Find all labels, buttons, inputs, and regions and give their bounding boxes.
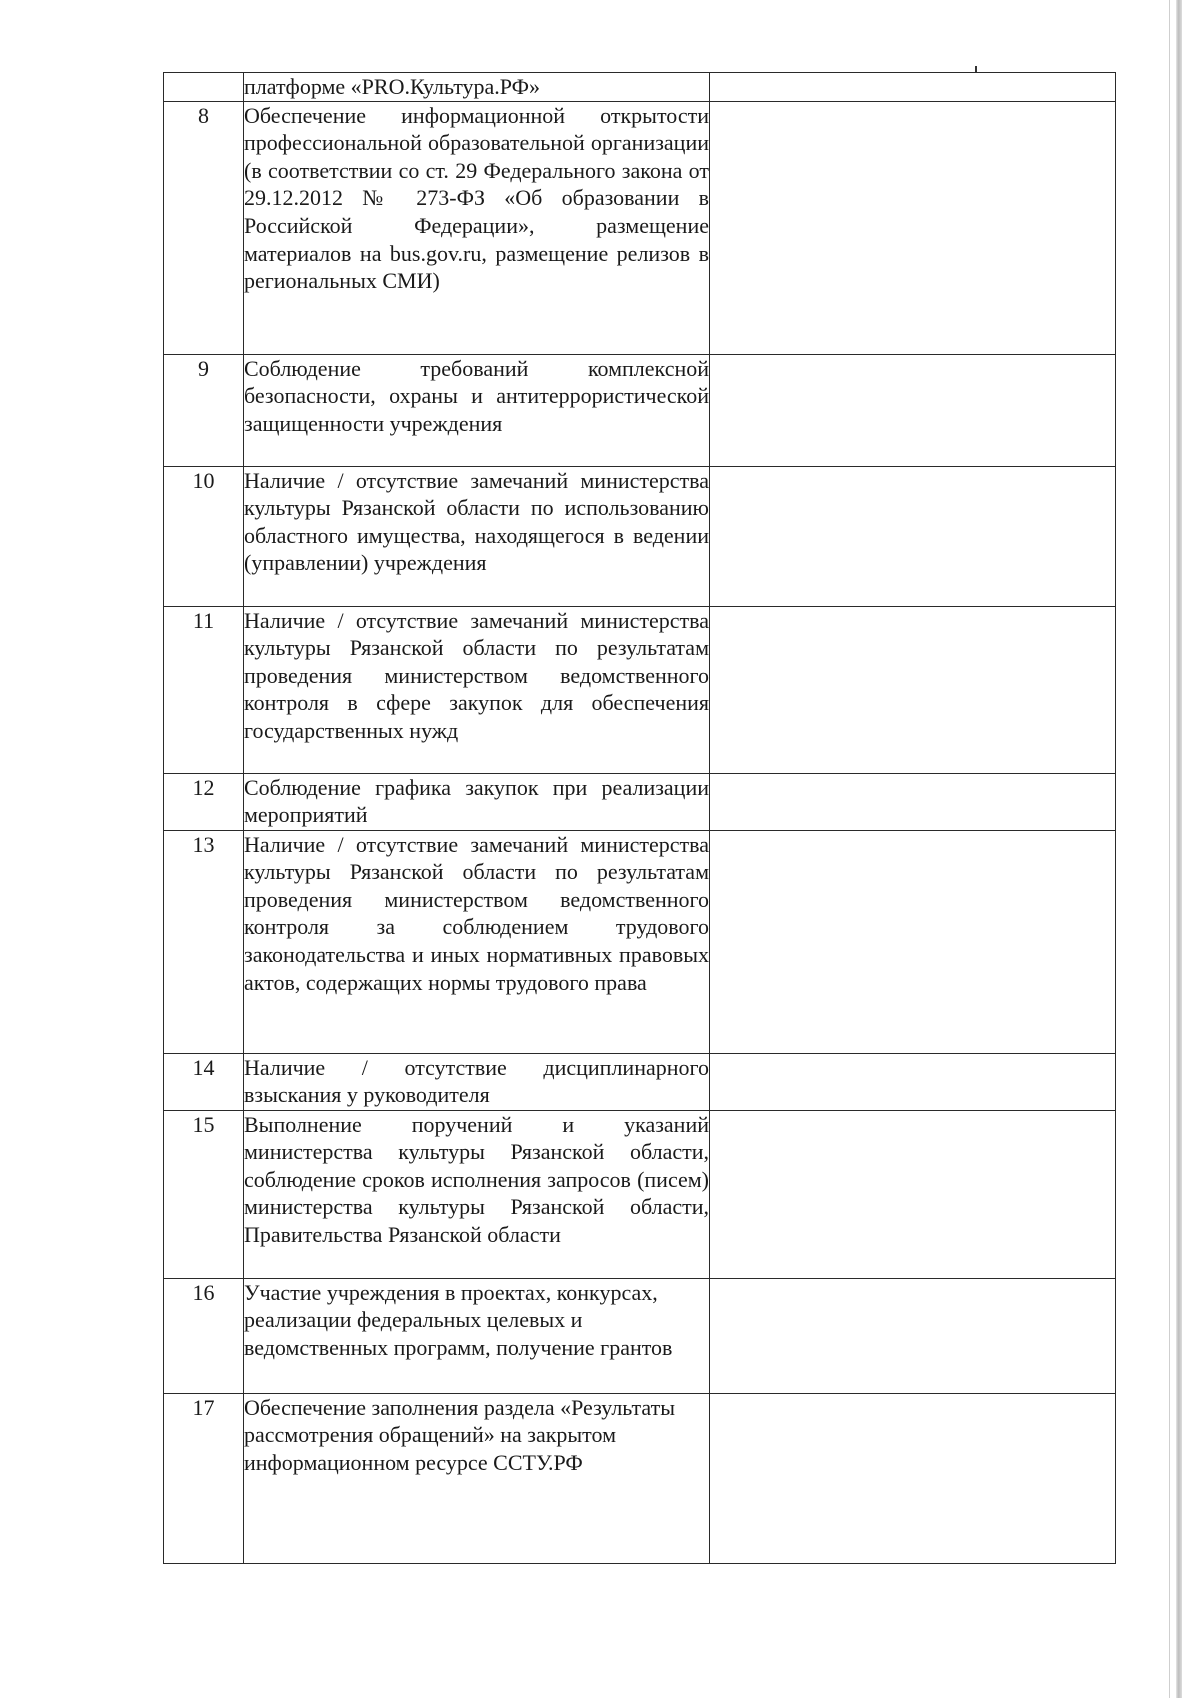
table-row: [164, 830, 1116, 1053]
result-cell: [710, 101, 1116, 354]
table-row: [164, 101, 1116, 354]
table-row: [164, 1393, 1116, 1563]
table-row: [164, 466, 1116, 606]
criterion-text: Соблюдение графика закупок при реализации мероприятий: [244, 773, 710, 830]
row-number: [164, 73, 244, 102]
criterion-text: Наличие / отсутствие дисциплинарного взыскания у руководителя: [244, 1053, 710, 1110]
criterion-text: Обеспечение заполнения раздела «Результаты рассмотрения обращений» на закрытом информационном ресурсе ССТУ.РФ: [244, 1393, 710, 1563]
result-cell: [710, 1393, 1116, 1563]
row-number: 12: [164, 773, 244, 830]
row-number: 13: [164, 830, 244, 1053]
table-row: [164, 773, 1116, 830]
row-number: 14: [164, 1053, 244, 1110]
row-number: 9: [164, 354, 244, 466]
result-cell: [710, 606, 1116, 773]
criterion-text: Соблюдение требований комплексной безопасности, охраны и антитеррористической защищенности учреждения: [244, 354, 710, 466]
table-row: [164, 1053, 1116, 1110]
criterion-text: платформе «PRO.Культура.РФ»: [244, 73, 710, 102]
result-cell: [710, 830, 1116, 1053]
result-cell: [710, 354, 1116, 466]
table-row: [164, 73, 1116, 102]
criterion-text: Наличие / отсутствие замечаний министерства культуры Рязанской области по использованию областного имущества, находящегося в ведении (управлении) учреждения: [244, 466, 710, 606]
row-number: 11: [164, 606, 244, 773]
row-number: 8: [164, 101, 244, 354]
scan-page-edge-line: [1169, 0, 1170, 1698]
result-cell: [710, 466, 1116, 606]
table-row: [164, 1110, 1116, 1278]
row-number: 16: [164, 1278, 244, 1393]
row-number: 15: [164, 1110, 244, 1278]
result-cell: [710, 773, 1116, 830]
row-number: 17: [164, 1393, 244, 1563]
result-cell: [710, 73, 1116, 102]
criterion-text: Обеспечение информационной открытости профессиональной образовательной организации (в соответствии со ст. 29 Федерального закона от 29.12.2012 № 273-ФЗ «Об образовании в Российской Федерации», размещение материалов на bus.gov.ru, размещение релизов в региональных СМИ): [244, 101, 710, 354]
row-number: 10: [164, 466, 244, 606]
criterion-text: Наличие / отсутствие замечаний министерства культуры Рязанской области по результатам проведения министерством ведомственного контроля за соблюдением трудового законодательства и иных нормативных правовых актов, содержащих нормы трудового права: [244, 830, 710, 1053]
result-cell: [710, 1278, 1116, 1393]
criterion-text: Выполнение поручений и указаний министерства культуры Рязанской области, соблюдение сроков исполнения запросов (писем) министерства культуры Рязанской области, Правительства Рязанской области: [244, 1110, 710, 1278]
table-row: [164, 606, 1116, 773]
result-cell: [710, 1110, 1116, 1278]
table-row: [164, 354, 1116, 466]
criterion-text: Наличие / отсутствие замечаний министерства культуры Рязанской области по результатам проведения министерством ведомственного контроля в сфере закупок для обеспечения государственных нужд: [244, 606, 710, 773]
criteria-table: [163, 72, 1116, 1564]
table-row: [164, 1278, 1116, 1393]
result-cell: [710, 1053, 1116, 1110]
criterion-text: Участие учреждения в проектах, конкурсах, реализации федеральных целевых и ведомственных программ, получение грантов: [244, 1278, 710, 1393]
scan-page-edge: [1176, 0, 1182, 1698]
